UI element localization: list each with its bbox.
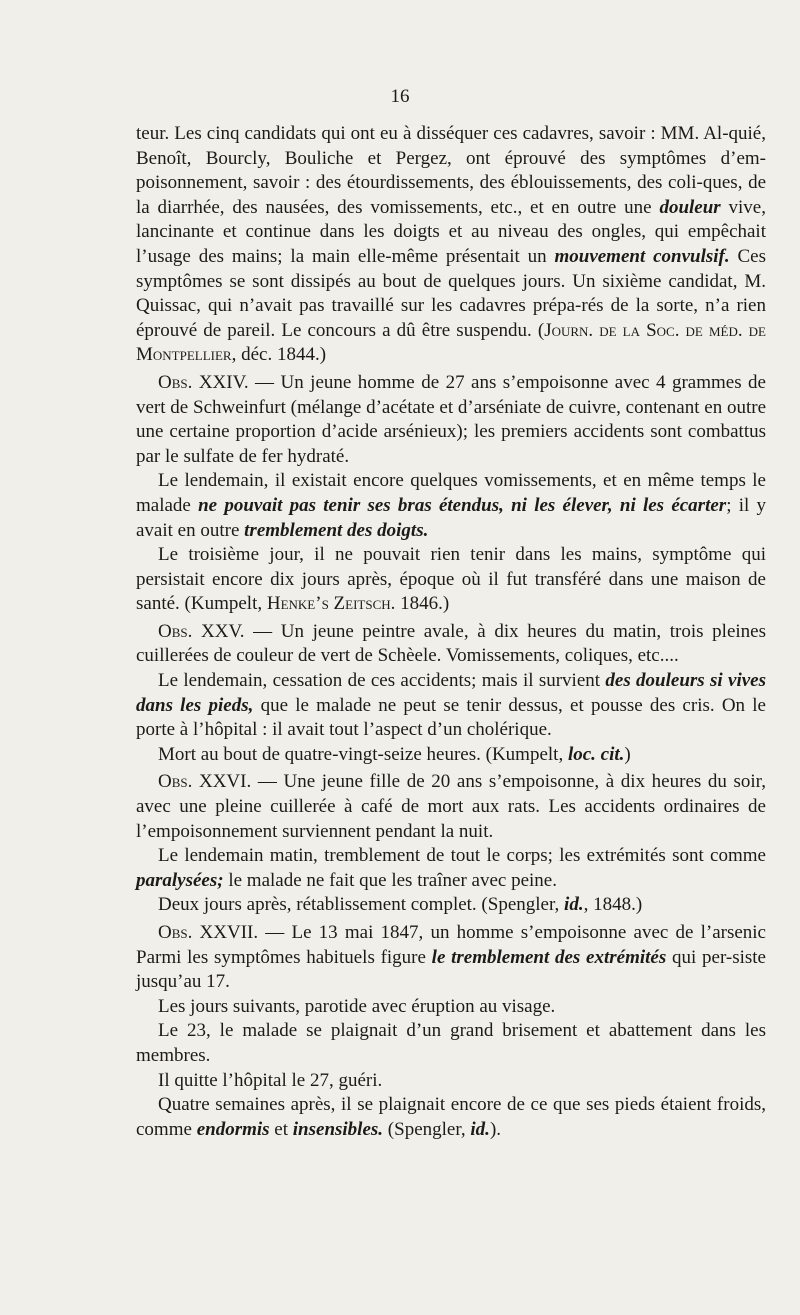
italic-text: id. <box>564 894 584 916</box>
text-run: Quatre semaines après, il se plaignait encore de ce que ses pieds étaient froids, comme <box>136 1094 766 1140</box>
text-run: Le 23, le malade se plaignait d’un grand brisement et abattement dans les membres. <box>136 1020 766 1066</box>
text-run: Le lendemain matin, tremblement de tout le corps; les extrémités sont comme <box>158 845 766 867</box>
italic-text: paralysées; <box>136 869 224 891</box>
italic-text: tremblement des doigts. <box>244 519 429 541</box>
text-run: ; il y avait en outre <box>136 494 767 541</box>
paragraph <box>136 620 766 669</box>
text-run: le malade ne fait que les traîner avec peine. <box>223 869 557 891</box>
text-run: ) <box>624 743 631 765</box>
paragraph <box>136 669 766 743</box>
paragraph <box>136 893 766 918</box>
italic-text: le tremblement des extrémités <box>431 946 667 968</box>
text-run: Le troisième jour, il ne pouvait rien tenir dans les mains, symptôme qui persistait encore dix jours après, époque où il fut transféré dans une maison de santé. (Kumpelt, <box>136 544 766 615</box>
observation-label: Obs. XXVI. <box>158 771 252 793</box>
text-run: Il quitte l’hôpital le 27, guéri. <box>158 1069 383 1091</box>
text-run: — Un jeune homme de 27 ans s’empoisonne avec 4 grammes de vert de Schweinfurt (mélange d’acétate et d’arséniate de cuivre, contenant en outre une certaine proportion d’acide arsénieux); les premiers accidents sont combattus par le sulfate de fer hydraté. <box>136 371 766 467</box>
paragraph <box>136 1019 766 1068</box>
text-run: Mort au bout de quatre-vingt-seize heures. (Kumpelt, <box>158 743 568 765</box>
text-run: et <box>269 1118 293 1140</box>
text-run: teur. Les cinq candidats qui ont eu à disséquer ces cadavres, savoir : MM. Al-quié, Benoît, Bourcly, Bouliche et Pergez, ont éprouvé des symptômes d’em-poisonnement, savoir : des étourdissements, des éblouissements, des coli-ques, de la diarrhée, des nausées, des vomissements, etc., et en outre une <box>136 123 766 218</box>
text-run: , déc. 1844.) <box>231 344 327 366</box>
text-run: que le malade ne peut se tenir dessus, et pousse des cris. On le porte à l’hôpital : il avait tout l’aspect d’un cholérique. <box>136 694 766 741</box>
paragraph <box>136 1093 766 1142</box>
page-number: 16 <box>390 86 410 107</box>
text-run: Ces symptômes se sont dissipés au bout de quelques jours. Un sixième candidat, M. Quissac, qui n’avait pas travaillé sur les cadavres prépa-rés de la sorte, n’a rien éprouvé de pareil. Le concours a dû être suspendu. ( <box>136 245 766 341</box>
observation-label: Obs. XXVII. <box>158 922 259 943</box>
paragraph <box>136 743 766 768</box>
text-run: — Un jeune peintre avale, à dix heures du matin, trois pleines cuillerées de couleur de vert de Schèele. Vomissements, coliques, etc.... <box>136 620 766 667</box>
citation-source: Henke’s Zeitsch. <box>266 593 396 615</box>
text-run: — Une jeune fille de 20 ans s’empoisonne, à dix heures du soir, avec une pleine cuillerée à café de mort aux rats. Les accidents ordinaires de l’empoisonnement surviennent pendant la nuit. <box>136 771 766 842</box>
paragraph <box>136 469 766 543</box>
page-body <box>136 122 766 1142</box>
paragraph <box>136 844 766 893</box>
observation-label: Obs. XXIV. <box>158 371 249 393</box>
paragraph <box>136 122 766 368</box>
text-run: ). <box>489 1118 502 1140</box>
paragraph <box>136 995 766 1020</box>
italic-text: des douleurs si vives dans les pieds, <box>136 670 766 716</box>
paragraph <box>136 921 766 995</box>
text-run: 1846.) <box>395 593 450 615</box>
text-run: , 1848.) <box>583 894 643 916</box>
text-run: Le lendemain, il existait encore quelques vomissements, et en même temps le malade <box>136 470 766 516</box>
text-run: vive, lancinante et continue dans les doigts et au niveau des ongles, qui empêchait l’usage des mains; la main elle-même présentait un <box>136 196 766 267</box>
text-run: Deux jours après, rétablissement complet. (Spengler, <box>158 894 565 916</box>
text-run: — Le 13 mai 1847, un homme s’empoisonne avec de l’arsenic Parmi les symptômes habituels figure <box>136 922 766 968</box>
paragraph <box>136 770 766 844</box>
text-run: Les jours suivants, parotide avec éruption au visage. <box>158 995 556 1017</box>
italic-text: mouvement convulsif. <box>554 245 730 267</box>
italic-text: loc. cit. <box>567 743 625 765</box>
italic-text: insensibles. <box>292 1118 384 1140</box>
italic-text: id. <box>470 1118 490 1140</box>
text-run: (Spengler, <box>383 1118 471 1140</box>
citation-source: Journ. de la Soc. de méd. de Montpellier <box>136 319 767 366</box>
paragraph <box>136 371 766 469</box>
text-run: Le lendemain, cessation de ces accidents; mais il survient <box>158 670 606 692</box>
text-run: qui per-siste jusqu’au 17. <box>136 946 766 993</box>
paragraph <box>136 543 766 617</box>
italic-text: douleur <box>659 196 721 218</box>
italic-text: endormis <box>196 1118 270 1140</box>
italic-text: ne pouvait pas tenir ses bras étendus, ni les élever, ni les écarter <box>198 494 727 516</box>
observation-label: Obs. XXV. <box>158 620 245 642</box>
paragraph <box>136 1069 766 1094</box>
